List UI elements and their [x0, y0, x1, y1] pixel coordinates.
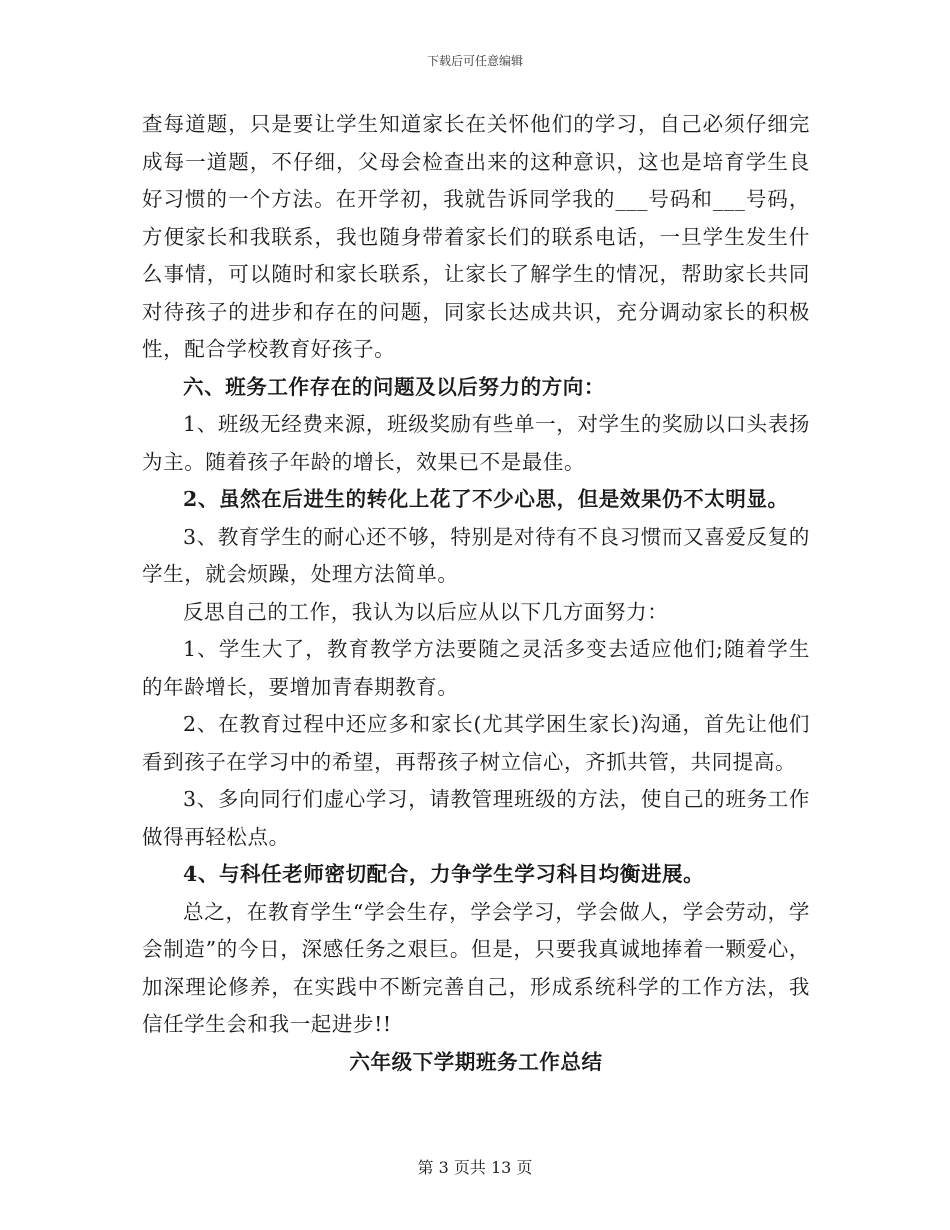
problem-item-2: 2、虽然在后进生的转化上花了不少心思，但是效果仍不太明显。 — [183, 487, 789, 511]
problem-item-1: 1、班级无经费来源，班级奖励有些单一，对学生的奖励以口头表扬为主。随着孩子年龄的增长，效果已不是最佳。 — [142, 412, 810, 474]
reflection-intro: 反思自己的工作，我认为以后应从以下几方面努力： — [183, 599, 669, 624]
effort-item-3: 3、多向同行们虚心学习，请教管理班级的方法，使自己的班务工作做得再轻松点。 — [142, 787, 810, 849]
paragraph-parent-involvement: 查每道题，只是要让学生知道家长在关怀他们的学习，自己必须仔细完成每一道题，不仔细，父母会检查出来的这种意识，这也是培育学生良好习惯的一个方法。在开学初，我就告诉同学我的___号码和___号码，方便家长和我联系，我也随身带着家长们的联系电话，一旦学生发生什么事情，可以随时和家长联系，让家长了解学生的情况，帮助家长共同对待孩子的进步和存在的问题，同家长达成共识，充分调动家长的积极性，配合学校教育好孩子。 — [142, 112, 810, 361]
page-header: 下载后可任意编辑 — [426, 54, 523, 68]
effort-item-4: 4、与科任老师密切配合，力争学生学习科目均衡进展。 — [183, 862, 705, 886]
conclusion-paragraph: 总之，在教育学生“学会生存，学会学习，学会做人，学会劳动，学会制造”的今日，深感任务之艰巨。但是，只要我真诚地捧着一颗爱心，加深理论修养，在实践中不断完善自己，形成系统科学的工作方法，我信任学生会和我一起进步!! — [142, 899, 810, 1036]
section-title: 六年级下学期班务工作总结 — [349, 1049, 603, 1074]
section-heading-problems: 六、班务工作存在的问题及以后努力的方向： — [183, 374, 605, 399]
document-body — [142, 106, 810, 1081]
page-footer: 第 3 页共 13 页 — [417, 1158, 533, 1177]
effort-item-2: 2、在教育过程中还应多和家长(尤其学困生家长)沟通，首先让他们看到孩子在学习中的希望，再帮孩子树立信心，齐抓共管，共同提高。 — [142, 712, 810, 774]
effort-item-1: 1、学生大了，教育教学方法要随之灵活多变去适应他们;随着学生的年龄增长，要增加青春期教育。 — [142, 637, 810, 699]
problem-item-3: 3、教育学生的耐心还不够，特别是对待有不良习惯而又喜爱反复的学生，就会烦躁，处理方法简单。 — [142, 524, 810, 586]
